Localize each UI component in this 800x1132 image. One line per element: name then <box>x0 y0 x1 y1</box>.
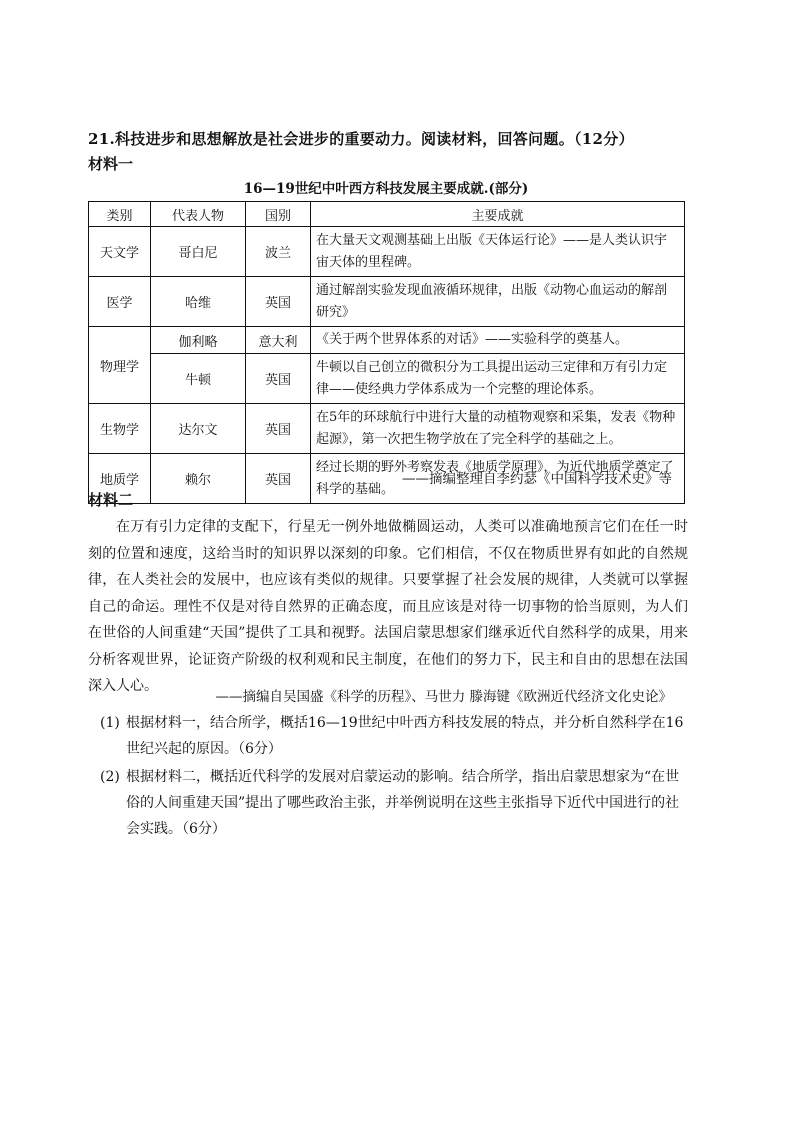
subquestion-text: 根据材料二，概括近代科学的发展对启蒙运动的影响。结合所学，指出启蒙思想家为“在世俗的人间重建天国”提出了哪些政治主张，并举例说明在这些主张指导下近代中国进行的社会实践。（6分） <box>126 769 680 837</box>
table-row <box>89 327 685 354</box>
cell-country: 波兰 <box>246 227 311 277</box>
cell-person: 赖尔 <box>151 454 246 504</box>
subquestion-number: (2) <box>100 769 120 785</box>
material-one-source: ——摘编整理自李约瑟《中国科学技术史》等 <box>402 471 672 487</box>
header-country: 国别 <box>246 202 311 227</box>
cell-achievement: 经过长期的野外考察发表《地质学原理》，为近代地质学奠定了科学的基础。 <box>311 454 685 504</box>
header-person: 代表人物 <box>151 202 246 227</box>
cell-category: 生物学 <box>89 404 151 454</box>
cell-country: 英国 <box>246 277 311 327</box>
table-header-row <box>89 202 685 227</box>
material-two-source: ——摘编自吴国盛《科学的历程》、马世力 滕海键《欧洲近代经济文化史论》 <box>215 689 672 705</box>
subquestion-2 <box>100 764 690 842</box>
table-row <box>89 277 685 327</box>
cell-achievement: 《关于两个世界体系的对话》——实验科学的奠基人。 <box>311 327 685 354</box>
cell-achievement: 在5年的环球航行中进行大量的动植物观察和采集，发表《物种起源》，第一次把生物学放在了完全科学的基础之上。 <box>311 404 685 454</box>
cell-achievement: 牛顿以自己创立的微积分为工具提出运动三定律和万有引力定律——使经典力学体系成为一个完整的理论体系。 <box>311 354 685 404</box>
cell-person: 伽利略 <box>151 327 246 354</box>
achievements-table <box>88 201 685 504</box>
header-category: 类别 <box>89 202 151 227</box>
subquestion-text: 根据材料一，结合所学，概括16—19世纪中叶西方科技发展的特点，并分析自然科学在16世纪兴起的原因。（6分） <box>126 715 684 757</box>
cell-category: 天文学 <box>89 227 151 277</box>
question-title: 21.科技进步和思想解放是社会进步的重要动力。阅读材料，回答问题。（12分） <box>88 130 634 148</box>
material-one-label: 材料一 <box>88 155 134 173</box>
subquestion-1 <box>100 710 690 762</box>
material-two-label: 材料二 <box>88 491 134 509</box>
cell-person: 牛顿 <box>151 354 246 404</box>
cell-achievement: 在大量天文观测基础上出版《天体运行论》——是人类认识宇宙天体的里程碑。 <box>311 227 685 277</box>
header-achievement: 主要成就 <box>311 202 685 227</box>
table-caption: 16—19世纪中叶西方科技发展主要成就.(部分) <box>243 181 529 197</box>
cell-country: 英国 <box>246 354 311 404</box>
cell-country: 英国 <box>246 454 311 504</box>
cell-person: 哥白尼 <box>151 227 246 277</box>
cell-country: 意大利 <box>246 327 311 354</box>
subquestion-number: (1) <box>100 715 120 731</box>
cell-person: 达尔文 <box>151 404 246 454</box>
cell-category: 物理学 <box>89 327 151 404</box>
cell-person: 哈维 <box>151 277 246 327</box>
cell-country: 英国 <box>246 404 311 454</box>
cell-achievement: 通过解剖实验发现血液循环规律，出版《动物心血运动的解剖研究》 <box>311 277 685 327</box>
table-row <box>89 354 685 404</box>
table-row <box>89 404 685 454</box>
material-two-paragraph: 在万有引力定律的支配下，行星无一例外地做椭圆运动，人类可以准确地预言它们在任一时刻的位置和速度，这给当时的知识界以深刻的印象。它们相信，不仅在物质世界有如此的自然规律，在人类社会的发展中，也应该有类似的规律。只要掌握了社会发展的规律，人类就可以掌握自己的命运。理性不仅是对待自然界的正确态度，而且应该是对待一切事物的恰当原则，为人们在世俗的人间重建“天国”提供了工具和视野。法国启蒙思想家们继承近代自然科学的成果，用来分析客观世界，论证资产阶级的权利观和民主制度，在他们的努力下，民主和自由的思想在法国深入人心。 <box>88 519 688 694</box>
cell-category: 地质学 <box>89 454 151 504</box>
cell-category: 医学 <box>89 277 151 327</box>
table-row <box>89 227 685 277</box>
